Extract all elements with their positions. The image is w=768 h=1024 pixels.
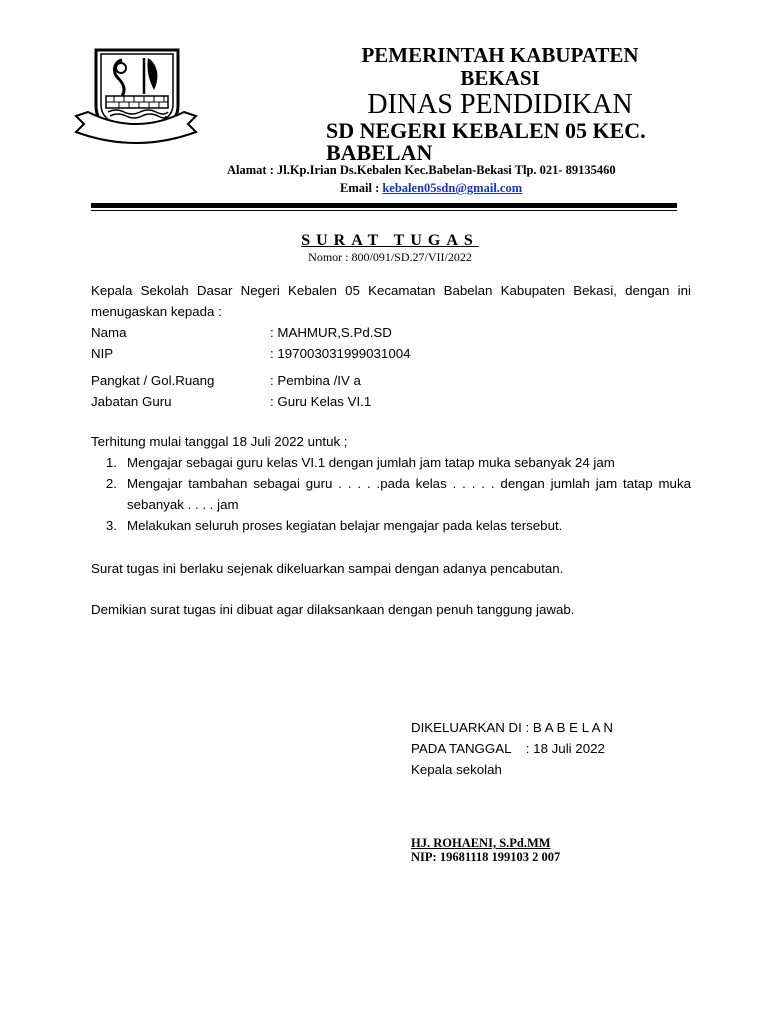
field-label-jabatan: Jabatan Guru	[91, 394, 172, 409]
field-value-jabatan: : Guru Kelas VI.1	[270, 394, 372, 409]
signatory-name: HJ. ROHAENI, S.Pd.MM	[411, 836, 551, 850]
school-email-line	[340, 181, 522, 196]
regency-crest-icon	[74, 44, 198, 144]
letterhead-divider-thin	[91, 210, 677, 211]
start-date-text: Terhitung mulai tanggal 18 Juli 2022 untuk ;	[91, 434, 348, 449]
validity-paragraph: Surat tugas ini berlaku sejenak dikeluarkan sampai dengan adanya pencabutan.	[91, 561, 564, 576]
list-item-number: 3.	[105, 518, 117, 533]
field-value-nama: : MAHMUR,S.Pd.SD	[270, 325, 392, 340]
agency-name: DINAS PENDIDIKAN	[367, 89, 633, 120]
list-item-number: 1.	[105, 455, 117, 470]
document-number: Nomor : 800/091/SD.27/VII/2022	[308, 250, 472, 264]
list-item-number: 2.	[105, 476, 117, 491]
task-list	[91, 452, 691, 536]
school-name-line1: SD NEGERI KEBALEN 05 KEC.	[326, 118, 646, 143]
field-label-nama: Nama	[91, 325, 127, 340]
government-name-line1: PEMERINTAH KABUPATEN	[361, 43, 639, 67]
field-label-nip: NIP	[91, 346, 114, 361]
regency-logo	[74, 44, 198, 144]
field-value-nip: : 197003031999031004	[270, 346, 411, 361]
closing-paragraph: Demikian surat tugas ini dibuat agar dilaksankaan dengan penuh tanggung jawab.	[91, 602, 575, 617]
list-item	[91, 452, 691, 473]
signatory-nip: NIP: 19681118 199103 2 007	[411, 850, 561, 864]
school-name	[326, 120, 746, 164]
email-link[interactable]: kebalen05sdn@gmail.com	[382, 181, 523, 195]
signatory-position: Kepala sekolah	[411, 762, 502, 777]
issued-date: PADA TANGGAL : 18 Juli 2022	[411, 741, 605, 756]
list-item-text: Mengajar tambahan sebagai guru . . . . .pada kelas . . . . . dengan jumlah jam tatap muka sebanyak . . . . jam	[127, 476, 691, 512]
document-title: SURAT TUGAS	[301, 232, 479, 249]
issued-place: DIKELUARKAN DI : B A B E L A N	[411, 720, 613, 735]
email-label: Email :	[340, 181, 383, 195]
letterhead-divider-thick	[91, 203, 677, 208]
list-item	[91, 515, 691, 536]
government-name-line2: BEKASI	[460, 66, 540, 90]
field-label-pangkat: Pangkat / Gol.Ruang	[91, 373, 215, 388]
list-item-text: Melakukan seluruh proses kegiatan belajar mengajar pada kelas tersebut.	[127, 518, 563, 533]
intro-paragraph: Kepala Sekolah Dasar Negeri Kebalen 05 Kecamatan Babelan Kabupaten Bekasi, dengan ini menugaskan kepada :	[91, 283, 691, 319]
list-item-text: Mengajar sebagai guru kelas VI.1 dengan jumlah jam tatap muka sebanyak 24 jam	[127, 455, 615, 470]
field-value-pangkat: : Pembina /IV a	[270, 373, 361, 388]
list-item	[91, 473, 691, 515]
school-address: Alamat : Jl.Kp.Irian Ds.Kebalen Kec.Babelan-Bekasi Tlp. 021- 89135460	[227, 163, 616, 177]
school-name-line2: BABELAN	[326, 140, 433, 165]
